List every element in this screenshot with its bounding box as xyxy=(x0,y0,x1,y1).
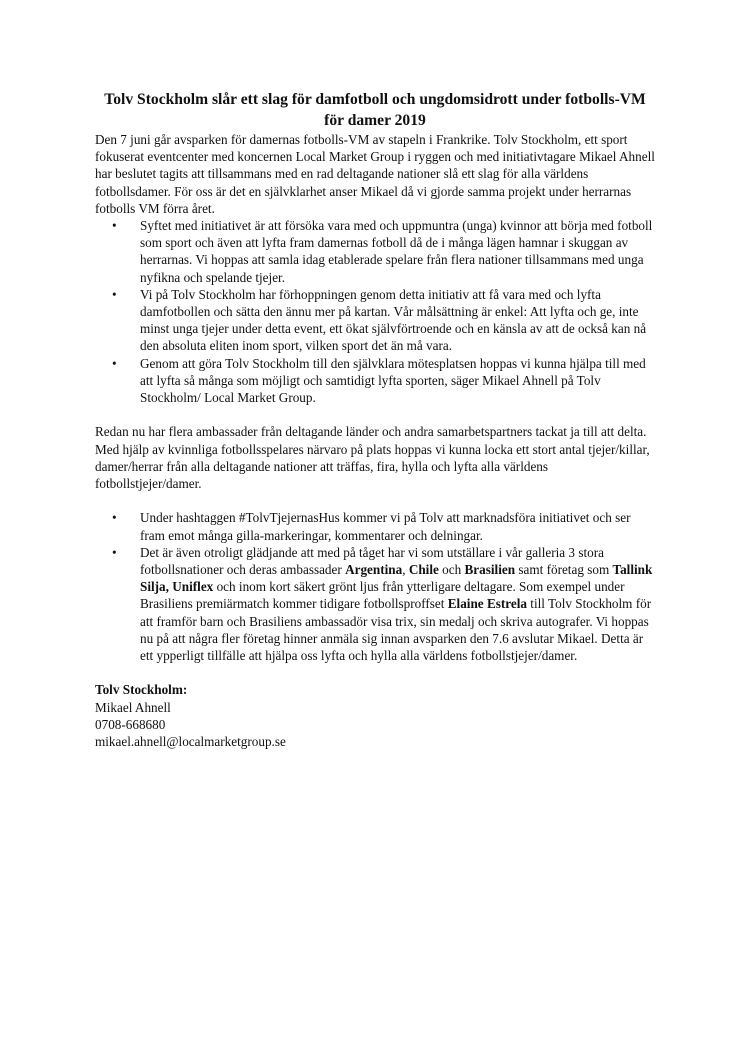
bullet-icon: • xyxy=(112,510,117,526)
text-segment: samt företag som xyxy=(515,562,613,578)
contact-phone: 0708-668680 xyxy=(95,716,166,732)
document-title: Tolv Stockholm slår ett slag för damfotboll och ungdomsidrott under fotbolls-VM för damer 2019 xyxy=(104,91,646,129)
country-argentina: Argentina xyxy=(345,562,403,578)
list-item-text: Genom att göra Tolv Stockholm till den självklara mötesplatsen hoppas vi kunna hjälpa till med att lyfta så många som möjligt och samtidigt lyfta sporten, säger Mikael Ahnell på Tolv Stockholm/ Local Market Group. xyxy=(140,355,646,406)
spacer xyxy=(95,492,655,509)
list-item xyxy=(95,544,655,664)
intro-paragraph: Den 7 juni går avsparken för damernas fotbolls-VM av stapeln i Frankrike. Tolv Stockholm, ett sport fokuserat eventcenter med koncernen Local Market Group i ryggen och med initiativtagare Mikael Ahnell har beslutet tagits att tillsammans med en rad deltagande nationer slå ett slag för alla världens fotbollsdamer. För oss är det en självklarhet anser Mikael då vi gjorde samma projekt under herrarnas fotbolls VM förra året. xyxy=(95,132,655,216)
country-chile: Chile xyxy=(408,562,439,578)
list-item-text: Syftet med initiativet är att försöka vara med och uppmuntra (unga) kvinnor att börja med fotboll som sport och även att lyfta fram damernas fotboll då de i många lägen hamnar i skuggan av herrarnas. Vi hoppas att samla idag etablerade spelare från flera nationer tillsammans med unga nyfikna och spelande tjejer. xyxy=(140,218,653,285)
text-segment: , xyxy=(402,562,409,578)
list-item xyxy=(95,355,655,407)
player-name: Elaine Estrela xyxy=(447,596,527,612)
list-item-text: Vi på Tolv Stockholm har förhoppningen genom detta initiativ att få vara med och lyfta damfotbollen och sätta den ännu mer på kartan. Vår målsättning är enkel: Att lyfta och ge, inte minst unga tjejer under detta event, ett ökat självförtroende och en känsla av att de också kan nå den absoluta eliten inom sport, vilken sport det än må vara. xyxy=(140,286,647,354)
spacer xyxy=(95,664,655,681)
bullet-icon: • xyxy=(112,544,117,560)
bullet-icon: • xyxy=(112,355,117,371)
text-segment: Det är även otroligt glädjande att med på tåget har vi som utställare i vår galleria 3 stora fotbollsnationer och deras ambassader xyxy=(140,544,604,578)
second-paragraph: Redan nu har flera ambassader från deltagande länder och andra samarbetspartners tackat ja till att delta. Med hjälp av kvinnliga fotbollsspelares närvaro på plats hoppas vi kunna locka ett stort antal tjejer/killar, damer/herrar från alla deltagande nationer att träffas, fira, hylla och lyfta alla världens fotbollstjejer/damer. xyxy=(95,424,650,492)
list-item-text xyxy=(140,545,652,663)
text-segment: till Tolv Stockholm för att framför barn och Brasiliens ambassadör visa trix, sin medalj och skriva autografer. Vi hoppas nu på att några fler företag hinner anmäla sig innan avsparken den 7.6 avslutar Mikael. Detta är ett ypperligt tillfälle att hjälpa oss lyfta och hylla alla världens fotbollstjejer/damer. xyxy=(140,596,652,664)
contact-heading: Tolv Stockholm: xyxy=(95,682,188,698)
list-item xyxy=(95,286,655,355)
press-release xyxy=(95,90,655,750)
contact-block xyxy=(95,681,655,750)
bullet-icon: • xyxy=(112,218,117,234)
country-brasilien: Brasilien xyxy=(464,562,516,578)
text-segment: och inom kort säkert grönt ljus från ytterligare deltagare. Som exempel under Brasiliens premiärmatch kommer tidigare fotbollsproffset xyxy=(140,579,625,612)
list-item xyxy=(95,509,655,543)
contact-email: mikael.ahnell@localmarketgroup.se xyxy=(95,734,286,750)
contact-name: Mikael Ahnell xyxy=(95,699,171,715)
list-item-text: Under hashtaggen #TolvTjejernasHus kommer vi på Tolv att marknadsföra initiativet och ser fram emot många gilla-markeringar, kommentarer och delningar. xyxy=(140,510,631,543)
company-names: Tallink Silja, Uniflex xyxy=(140,562,653,595)
bullet-icon: • xyxy=(112,286,117,302)
list-item xyxy=(95,217,655,286)
bullet-list-1 xyxy=(95,217,655,406)
text-segment: och xyxy=(438,562,465,578)
bullet-list-2 xyxy=(95,509,655,664)
spacer xyxy=(95,406,655,423)
